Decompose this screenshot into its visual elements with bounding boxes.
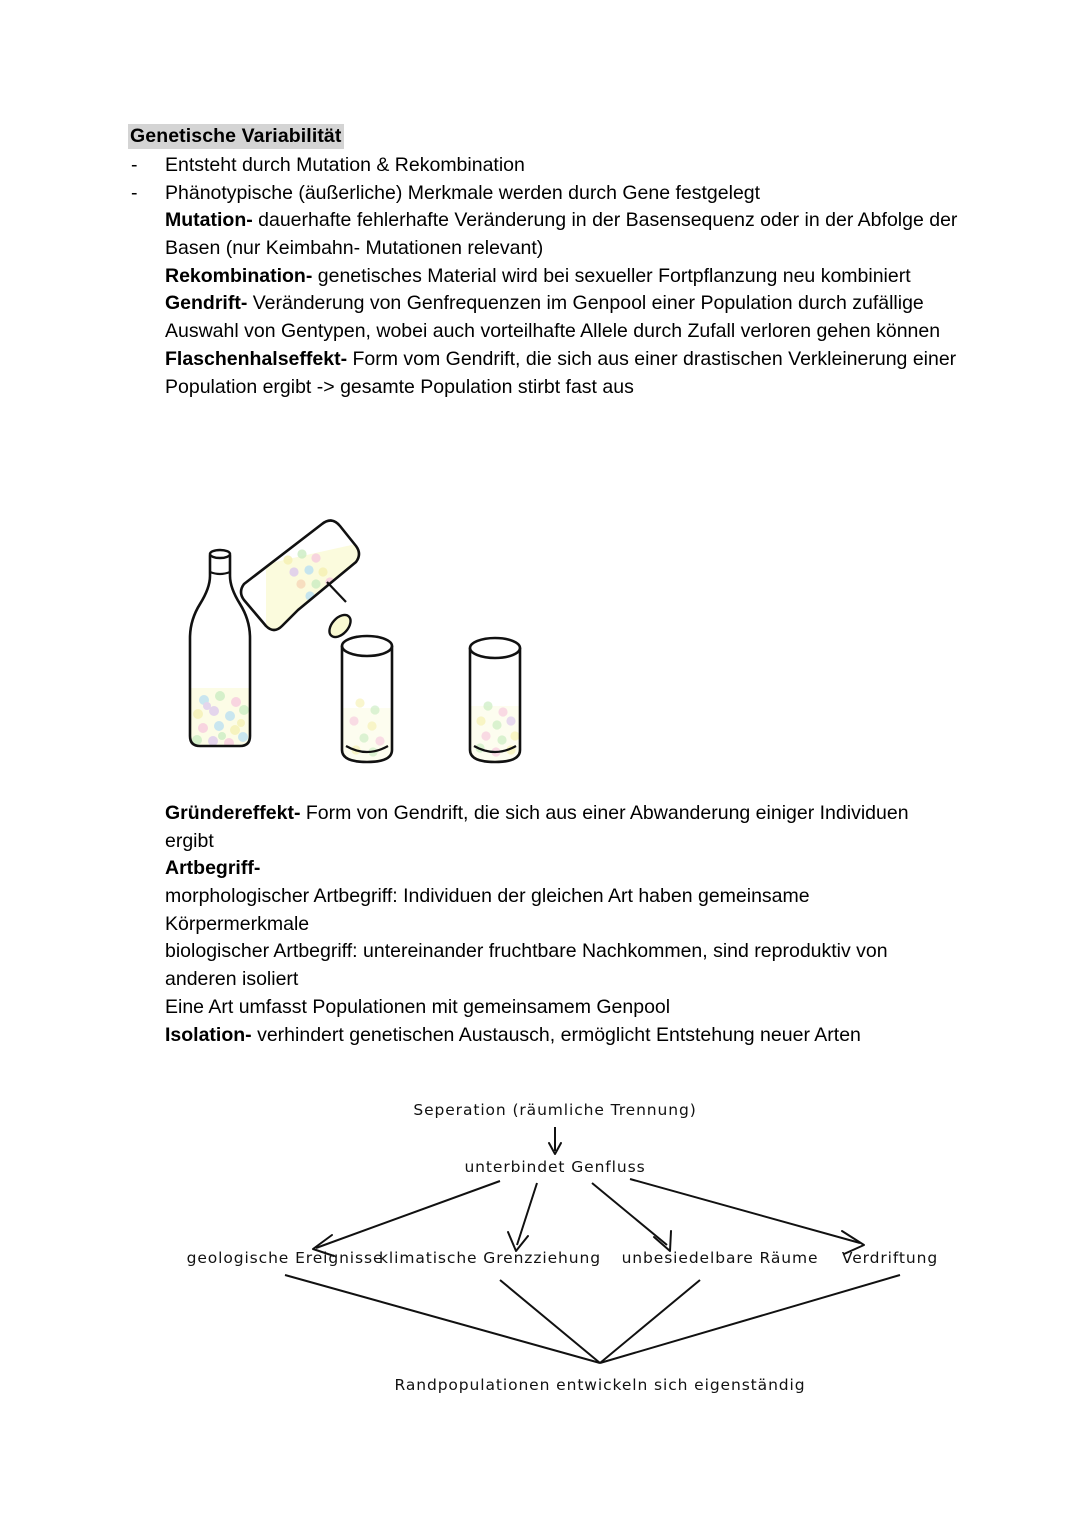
definition-body: Veränderung von Genfrequenzen im Genpool einer Population durch zufällige Auswahl von Gentypen, wobei auch vorteilhafte Allele durch Zufall verloren gehen können (165, 292, 941, 343)
definition-term: Rekombination- (165, 264, 313, 287)
definition-biologischer-artbegriff: biologischer Artbegriff: untereinander fruchtbare Nachkommen, sind reproduktiv von anderen isoliert (165, 940, 888, 991)
definition-term: Flaschenhalseffekt- (165, 347, 348, 370)
arrow-to-klimatische-grenzziehung (508, 1183, 537, 1251)
diagram-node-seperation: Seperation (räumliche Trennung) (413, 1101, 697, 1119)
diagram-branch-verdriftung: Verdriftung (841, 1249, 939, 1267)
definition-gruendereffekt (128, 800, 958, 855)
glass-cylinder-middle (340, 698, 396, 764)
arrow-to-unbesiedelbare-raeume (592, 1183, 671, 1251)
definition-term: Gründereffekt- (165, 802, 301, 824)
bullet-text: Phänotypische (äußerliche) Merkmale werden durch Gene festgelegt (165, 181, 761, 204)
bullet-text: Entsteht durch Mutation & Rekombination (165, 154, 525, 176)
isolation-speciation-diagram (100, 1085, 980, 1415)
statement-art-genpool: Eine Art umfasst Populationen mit gemeinsamem Genpool (165, 995, 671, 1018)
definition-flaschenhalseffekt (128, 346, 958, 401)
definition-body: verhindert genetischen Austausch, ermöglicht Entstehung neuer Arten (251, 1023, 861, 1046)
definition-body: Form von Gendrift, die sich aus einer Abwanderung einiger Individuen ergibt (165, 802, 909, 852)
diagram-node-unterbindet-genfluss: unterbindet Genfluss (464, 1158, 646, 1176)
definition-gendrift (128, 290, 958, 345)
glass-cylinder-right (468, 701, 524, 764)
definition-body: dauerhafte fehlerhafte Veränderung in der Basensequenz oder in der Abfolge der Basen (nur Keimbahn- Mutationen relevant) (165, 209, 958, 260)
definition-mutation (128, 207, 958, 262)
definition-body: Form vom Gendrift, die sich aus einer drastischen Verkleinerung einer Population ergibt -> gesamte Population stirbt fast aus (165, 347, 957, 398)
diagram-branch-unbesiedelbare-raeume: unbesiedelbare Räume (621, 1249, 819, 1267)
definition-rekombination (128, 263, 958, 291)
definition-term: Artbegriff- (165, 857, 261, 880)
bullet-marker: - (131, 181, 138, 204)
tilted-bottle-neck-ring (327, 582, 346, 602)
upright-bottle-mouth (210, 550, 230, 558)
upright-bottle-neck-ring (210, 572, 230, 574)
bullet-marker: - (131, 154, 138, 176)
arrow-to-geologische-ereignisse (313, 1181, 500, 1256)
text-section-artbegriff (128, 800, 958, 1049)
upright-bottle (188, 688, 254, 750)
bottleneck-effect-illustration (170, 478, 570, 778)
converging-lines-to-randpopulationen (285, 1275, 900, 1363)
definition-term: Mutation- (165, 209, 253, 232)
diagram-node-randpopulationen: Randpopulationen entwickeln sich eigenständig (394, 1376, 806, 1394)
definition-isolation (128, 1022, 958, 1050)
definition-artbegriff (128, 855, 958, 883)
definition-term: Gendrift- (165, 292, 248, 315)
list-item (128, 152, 958, 180)
text-section-genetic-variability (128, 124, 958, 401)
diagram-branch-klimatische-grenzziehung: klimatische Grenzziehung (379, 1249, 601, 1267)
tilted-bottle-mouth (325, 611, 354, 641)
diagram-branch-geologische-ereignisse: geologische Ereignisse (186, 1249, 384, 1267)
glass-middle-rim (342, 636, 392, 656)
page-title: Genetische Variabilität (128, 124, 344, 149)
definition-term: Isolation- (165, 1023, 252, 1046)
glass-right-rim (470, 638, 520, 658)
arrow-down-seperation-to-genfluss (549, 1127, 561, 1154)
definition-morphologischer-artbegriff: morphologischer Artbegriff: Individuen der gleichen Art haben gemeinsame Körpermerkmale (165, 885, 810, 935)
definition-body: genetisches Material wird bei sexueller Fortpflanzung neu kombiniert (312, 264, 911, 287)
list-item (128, 180, 958, 208)
